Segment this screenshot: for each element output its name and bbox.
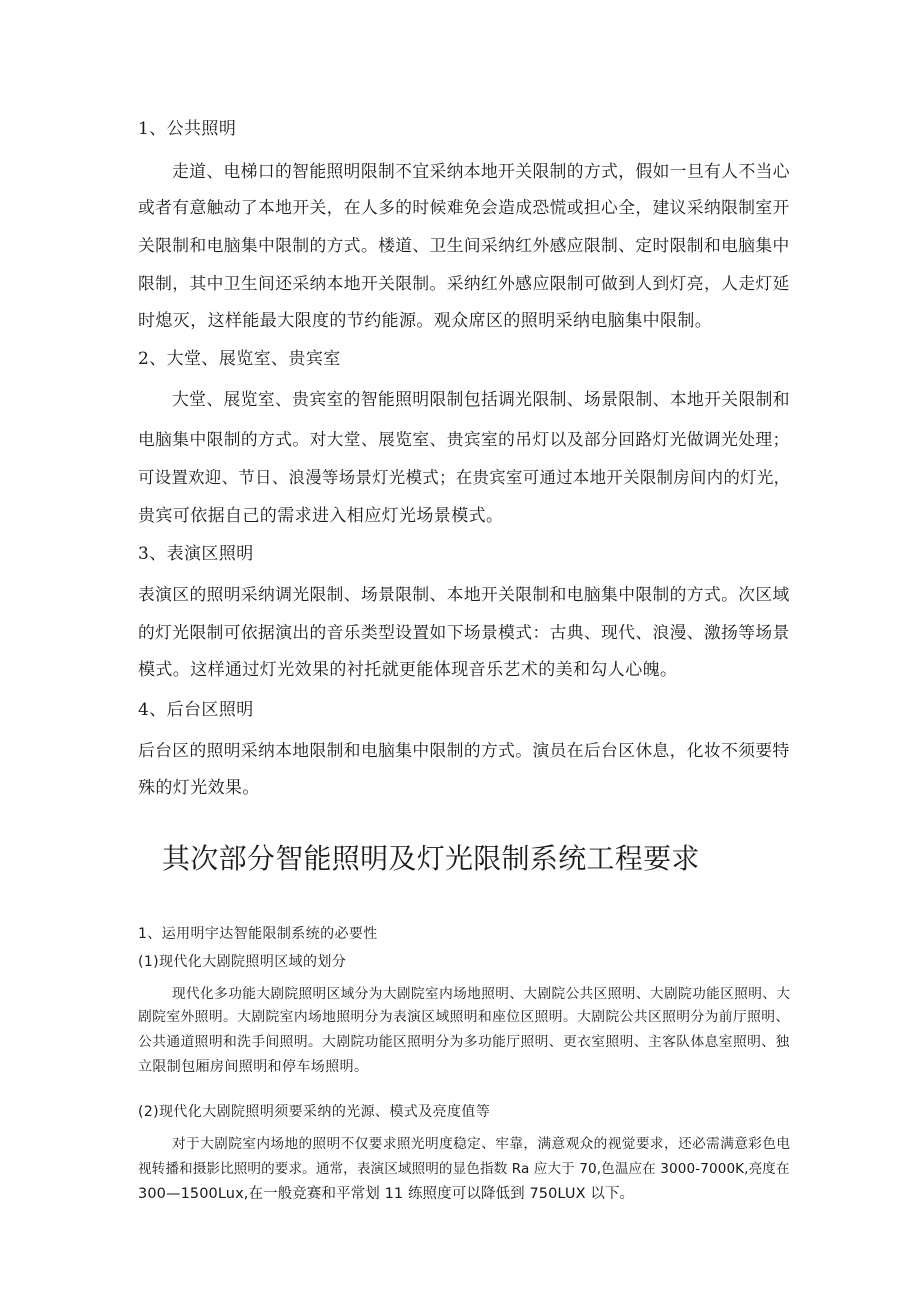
paragraph-line: 对于大剧院室内场地的照明不仅要求照光明度稳定、牢靠，满意观众的视觉要求，还必需满意彩色电 bbox=[172, 1136, 791, 1152]
paragraph-line: 的灯光限制可依据演出的音乐类型设置如下场景模式：古典、现代、浪漫、激扬等场景 bbox=[138, 622, 790, 642]
paragraph-line: 或者有意触动了本地开关，在人多的时候难免会造成恐慌或担心全，建议采纳限制室开 bbox=[138, 197, 790, 217]
paragraph-line: 后台区的照明采纳本地限制和电脑集中限制的方式。演员在后台区休息，化妆不须要特 bbox=[138, 740, 790, 760]
paragraph-line: 时熄灭，这样能最大限度的节约能源。观众席区的照明采纳电脑集中限制。 bbox=[138, 311, 713, 331]
paragraph-line: 现代化多功能大剧院照明区域分为大剧院室内场地照明、大剧院公共区照明、大剧院功能区照明、大 bbox=[172, 986, 791, 1002]
paragraph-line: 模式。这样通过灯光效果的衬托就更能体现音乐艺术的美和勾人心魄。 bbox=[138, 660, 678, 680]
paragraph-line: 电脑集中限制的方式。对大堂、展览室、贵宾室的吊灯以及部分回路灯光做调光处理； bbox=[138, 429, 790, 449]
paragraph-line: 视转播和摄影比照明的要求。通常，表演区域照明的显色指数 Ra 应大于 70,色温应在 3000-7000K,亮度在 bbox=[138, 1161, 790, 1177]
paragraph-line: 立限制包厢房间照明和停车场照明。 bbox=[138, 1059, 369, 1075]
section-heading-stage: 3、表演区照明 bbox=[138, 544, 254, 564]
paragraph-line: 表演区的照明采纳调光限制、场景限制、本地开关限制和电脑集中限制的方式。次区域 bbox=[138, 584, 790, 604]
subsection-heading: 1、运用明宇达智能限制系统的必要性 bbox=[138, 926, 378, 942]
paragraph-line: 贵宾可依据自己的需求进入相应灯光场景模式。 bbox=[138, 506, 504, 526]
paragraph-line: 剧院室外照明。大剧院室内场地照明分为表演区域照明和座位区照明。大剧院公共区照明分为前厅照明、 bbox=[138, 1009, 790, 1025]
paragraph-line: 殊的灯光效果。 bbox=[138, 778, 260, 798]
paragraph-line: 可设置欢迎、节日、浪漫等场景灯光模式；在贵宾室可通过本地开关限制房间内的灯光， bbox=[138, 468, 791, 487]
paragraph-line: 公共通道照明和洗手间照明。大剧院功能区照明分为多功能厅照明、更衣室照明、主客队体息室照明、独 bbox=[138, 1034, 790, 1050]
subsection-heading: (1)现代化大剧院照明区域的划分 bbox=[138, 954, 347, 970]
section-heading-lobby: 2、大堂、展览室、贵宾室 bbox=[138, 349, 341, 369]
paragraph-line: 300—1500Lux,在一般竞赛和平常划 11 练照度可以降低到 750LUX 以下。 bbox=[138, 1186, 635, 1202]
paragraph-line: 大堂、展览室、贵宾室的智能照明限制包括调光限制、场景限制、本地开关限制和 bbox=[172, 389, 790, 409]
section-title: 其次部分智能照明及灯光限制系统工程要求 bbox=[162, 842, 700, 875]
section-heading-backstage: 4、后台区照明 bbox=[138, 700, 254, 720]
subsection-heading: (2)现代化大剧院照明须要采纳的光源、模式及亮度值等 bbox=[138, 1104, 491, 1120]
paragraph-line: 走道、电梯口的智能照明限制不宜采纳本地开关限制的方式，假如一旦有人不当心 bbox=[172, 161, 790, 181]
paragraph-line: 关限制和电脑集中限制的方式。楼道、卫生间采纳红外感应限制、定时限制和电脑集中 bbox=[138, 235, 790, 255]
paragraph-line: 限制，其中卫生间还采纳本地开关限制。采纳红外感应限制可做到人到灯亮，人走灯延 bbox=[138, 273, 790, 293]
section-heading-public-lighting: 1、公共照明 bbox=[138, 119, 237, 139]
